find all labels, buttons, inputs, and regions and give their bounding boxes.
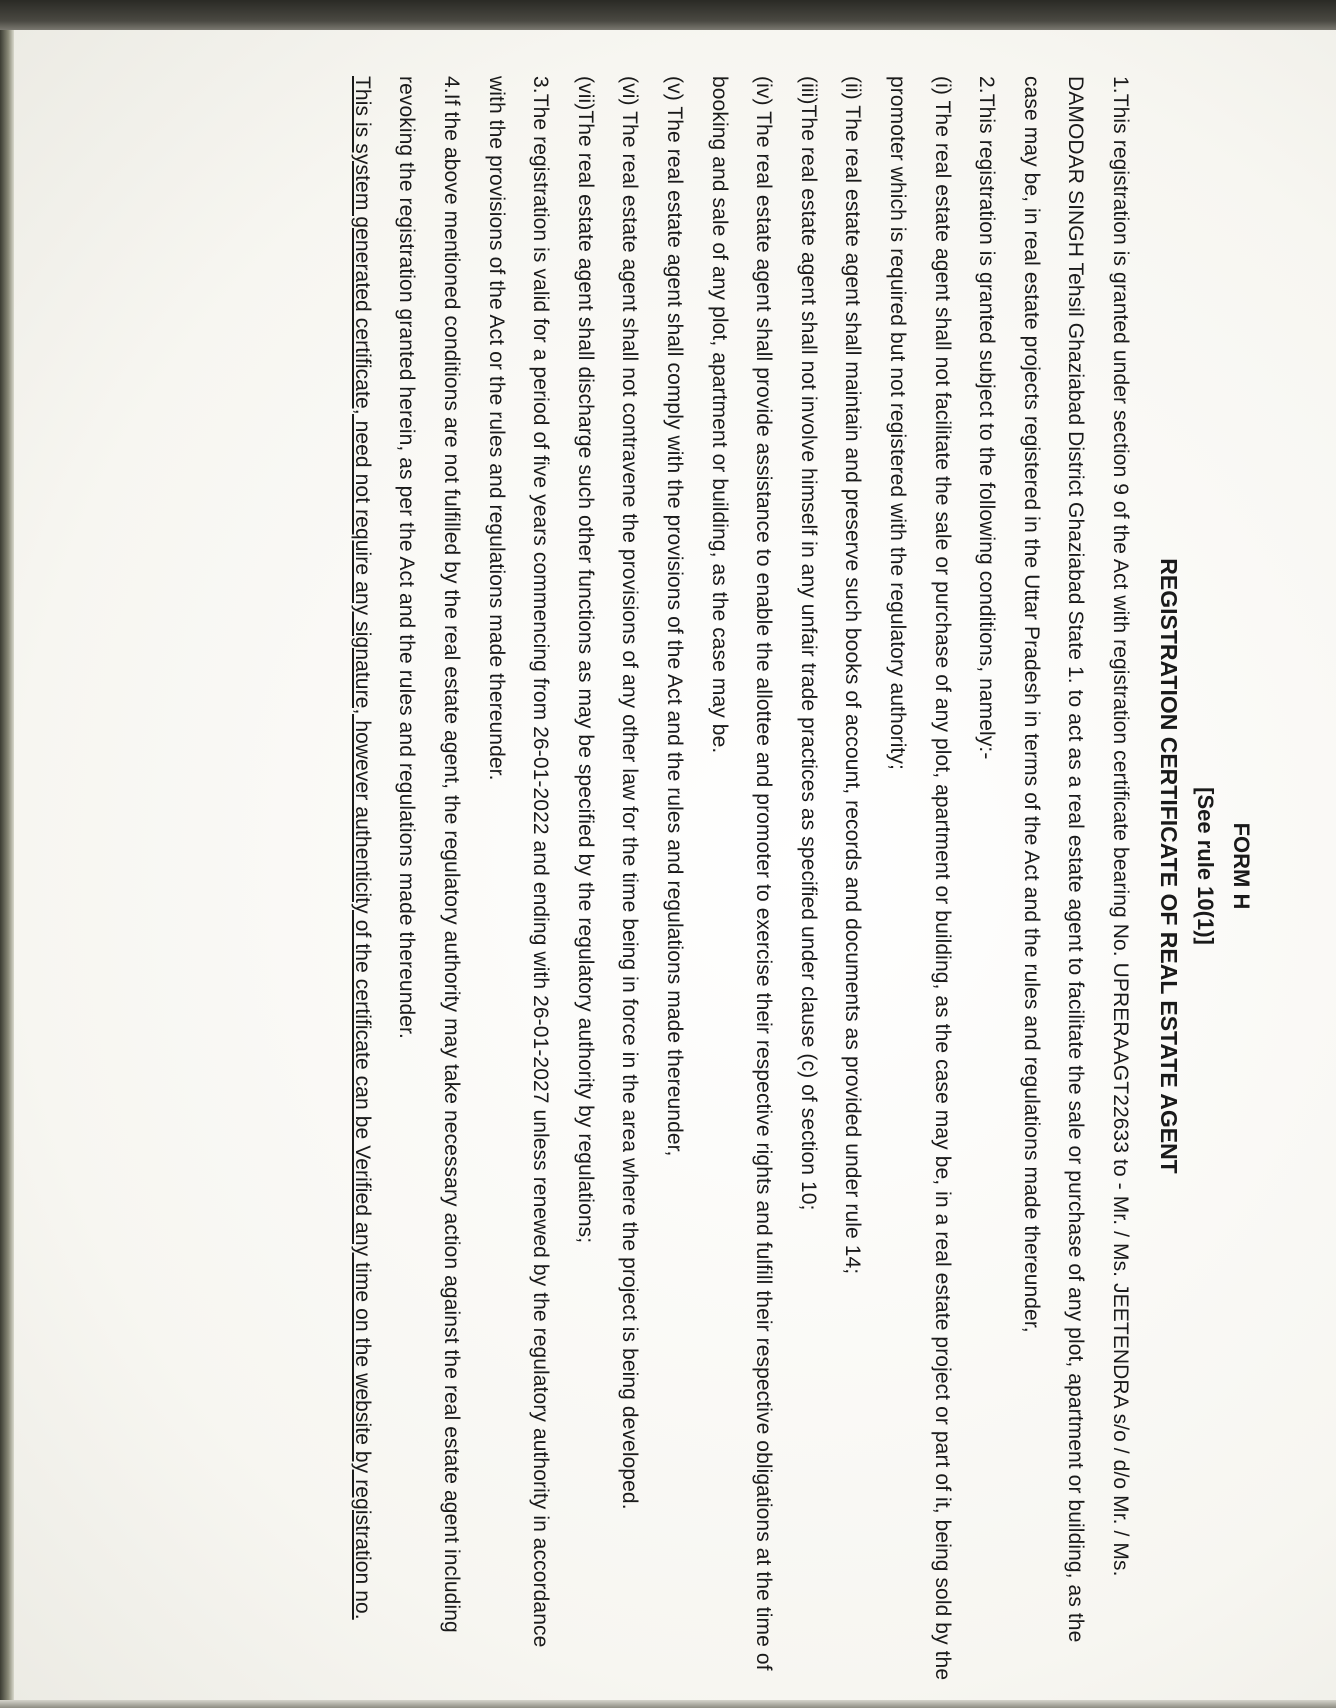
paragraph-registration-grant: 1.This registration is granted under section 9 of the Act with registration certificate bearing No. UPRERAAGT22633 to - Mr. / Ms. JEETENDRA s/o / d/o Mr. / Ms. DAMODAR SINGH Tehsil Ghaziabad District Ghaziabad State 1. to act as a real estate agent to facilitate the sale or purchase of any plot, apartment or building, as the case may be, in real estate projects registered in the Uttar Pradesh in terms of the Act and the rules and regulations made thereunder,	[1019, 76, 1132, 1643]
paragraph-validity: 3.The registration is valid for a period of five years commencing from 26-01-2022 and ending with 26-01-2027 unless renewed by the regulatory authority in accordance with the provisions of the Act or the rules and regulations made thereunder.	[484, 76, 553, 1648]
condition-v: (v) The real estate agent shall comply with the provisions of the Act and the rules and regulations made thereunder,	[663, 76, 687, 1157]
scan-bottom-edge	[0, 1700, 1336, 1708]
paragraph-conditions-intro: 2.This registration is granted subject to the following conditions, namely:-	[975, 76, 999, 760]
paragraph-revocation: 4.If the above mentioned conditions are not fulfilled by the real estate agent, the regulatory authority may take necessary action against the real estate agent including revoking the registration granted herein, as per the Act and the rules and regulations made thereunder.	[395, 76, 464, 1633]
certificate-title: REGISTRATION CERTIFICATE OF REAL ESTATE AGENT	[1156, 558, 1182, 1174]
condition-i: (i) The real estate agent shall not facilitate the sale or purchase of any plot, apartment or building, as the case may be, in a real estate project or part of it, being sold by the promoter which is required but not registered with the regulatory authority;	[886, 76, 954, 1681]
condition-iv: (iv) The real estate agent shall provide assistance to enable the allottee and promoter to exercise their respective rights and fulfill their respective obligations at the time of booking and sale of any plot, apartment or building, as the case may be.	[707, 76, 776, 1671]
scan-left-edge	[0, 30, 14, 1708]
condition-iii: (iii)The real estate agent shall not involve himself in any unfair trade practices as specified under clause (c) of section 10;	[796, 76, 820, 1211]
form-title: FORM H	[1229, 822, 1254, 910]
condition-ii: (ii) The real estate agent shall maintain and preserve such books of account, records and documents as provided under rule 14;	[841, 76, 865, 1275]
rule-reference: [See rule 10(1)]	[1193, 787, 1218, 945]
certificate-body	[339, 76, 1142, 1686]
condition-vi: (vi) The real estate agent shall not contravene the provisions of any other law for the time being in force in the area where the project is being developed.	[618, 76, 642, 1510]
system-generated-note: This is system generated certificate, need not require any signature, however authenticity of the certificate can be Verified any time on the website by registration no.	[350, 76, 374, 1620]
rotated-certificate-content	[38, 36, 1258, 1696]
condition-vii: (vii)The real estate agent shall discharge such other functions as may be specified by the regulatory authority by regulations;	[573, 76, 597, 1244]
scan-top-edge	[0, 0, 1336, 30]
